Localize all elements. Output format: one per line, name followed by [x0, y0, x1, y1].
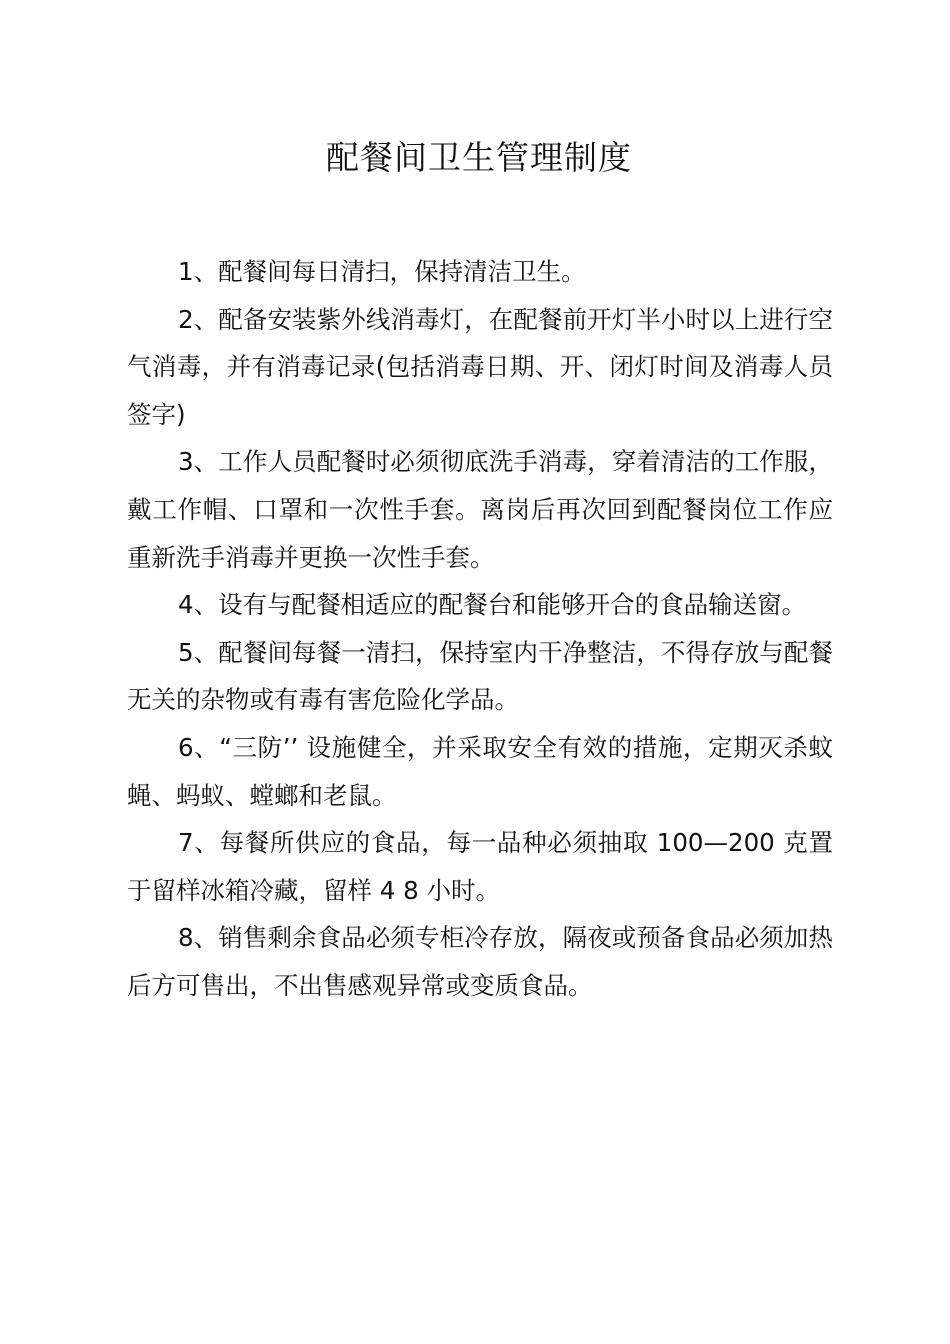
rule-paragraph-5: 5、配餐间每餐一清扫，保持室内干净整洁，不得存放与配餐无关的杂物或有毒有害危险化学品。	[127, 637, 833, 715]
rule-paragraph-2: 2、配备安装紫外线消毒灯，在配餐前开灯半小时以上进行空气消毒，并有消毒记录(包括消毒日期、开、闭灯时间及消毒人员签字)	[127, 304, 833, 429]
rule-paragraph-1: 1、配餐间每日清扫，保持清洁卫生。	[178, 257, 586, 286]
document-title: 配餐间卫生管理制度	[326, 138, 632, 177]
rule-paragraph-7: 7、每餐所供应的食品，每一品种必须抽取 100—200 克置于留样冰箱冷藏，留样 4 8 小时。	[127, 828, 833, 905]
rule-paragraph-6: 6、“三防’’ 设施健全，并采取安全有效的措施，定期灭杀蚊蝇、蚂蚁、螳螂和老鼠。	[127, 732, 833, 810]
rule-paragraph-8: 8、销售剩余食品必须专柜冷存放，隔夜或预备食品必须加热后方可售出，不出售感观异常或变质食品。	[127, 923, 833, 1000]
document-body	[127, 248, 833, 1010]
rule-paragraph-4: 4、设有与配餐相适应的配餐台和能够开合的食品输送窗。	[178, 590, 807, 620]
rule-paragraph-3: 3、工作人员配餐时必须彻底洗手消毒，穿着清洁的工作服，戴工作帽、口罩和一次性手套。离岗后再次回到配餐岗位工作应重新洗手消毒并更换一次性手套。	[127, 447, 833, 572]
